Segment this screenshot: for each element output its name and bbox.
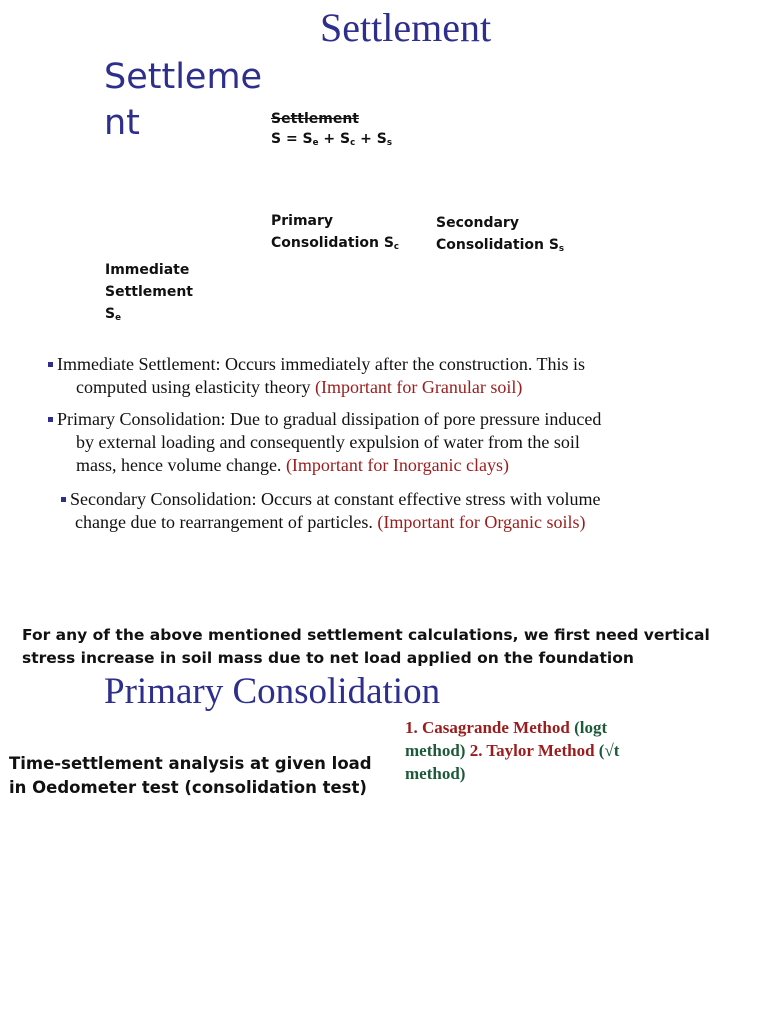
immediate-settlement-box: Immediate Settlement $S_e$ [105,262,193,324]
primary-consolidation-title: Primary Consolidation [104,671,441,712]
time-settlement-analysis: Time-settlement analysis at given load in Oedometer test (consolidation test) [9,754,372,797]
settlement-note: For any of the above mentioned settlement calculations, we first need vertical stress increase in soil mass due to net load applied on the foundation [22,626,710,667]
importance-note: (Important for Organic soils) [377,512,586,532]
consolidation-methods: 1. Casagrande Method (logt method) 2. Taylor Method (√t method) [405,718,620,783]
importance-note: (Important for Granular soil) [314,377,523,397]
page-title: Settlement [320,5,492,50]
settlement-formula-box [271,109,392,149]
bullet-square-icon [48,362,53,367]
primary-consolidation-box: Primary Consolidation $S_c$ [271,213,400,253]
settlement-header: Settlement [271,111,359,127]
secondary-consolidation-box: Secondary Consolidation $S_s$ [436,215,565,255]
bullet-immediate-settlement: Immediate Settlement: Occurs immediately after the construction. This is computed using elasticity theory (Important for Granular soil) [48,353,748,399]
settlement-formula: $S = S_e + S_c + S_s$ [271,131,392,149]
bullet-square-icon [48,417,53,422]
bullet-primary-consolidation: Primary Consolidation: Due to gradual dissipation of pore pressure induced by external loading and consequently expulsion of water from the soil mass, hence volume change. (Important for Inorganic clays) [48,408,748,477]
side-title-line-1: Settleme [104,57,263,97]
side-title [104,54,264,146]
bullet-square-icon [61,497,66,502]
importance-note: (Important for Inorganic clays) [285,455,510,475]
bullet-secondary-consolidation: Secondary Consolidation: Occurs at constant effective stress with volume change due to rearrangement of particles. (Important for Organic soils) [61,488,751,534]
side-title-line-2: nt [104,103,140,143]
